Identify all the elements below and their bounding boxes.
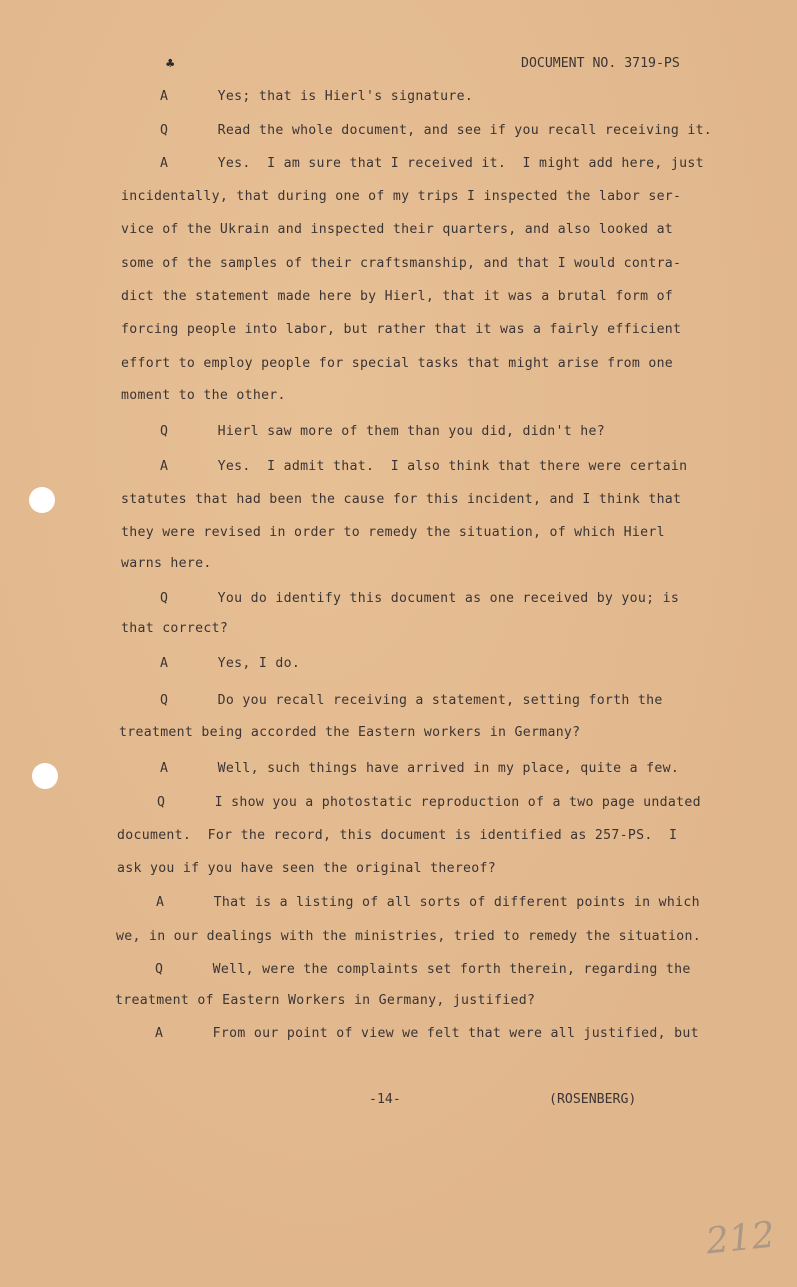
transcript-line: we, in our dealings with the ministries, tried to remedy the situation. — [116, 929, 702, 944]
transcript-line: A Yes. I am sure that I received it. I might add here, just — [160, 156, 704, 171]
transcript-line: A That is a listing of all sorts of different points in which — [156, 895, 700, 910]
transcript-line: Q You do identify this document as one received by you; is — [160, 591, 680, 606]
transcript-line: incidentally, that during one of my trips I inspected the labor ser- — [121, 189, 682, 204]
punch-hole-top — [29, 487, 55, 513]
transcript-line: vice of the Ukrain and inspected their quarters, and also looked at — [121, 222, 674, 237]
transcript-line: warns here. — [121, 556, 212, 571]
transcript-line: A Yes. I admit that. I also think that there were certain — [160, 459, 688, 474]
transcript-line: moment to the other. — [121, 388, 286, 403]
transcript-line: they were revised in order to remedy the situation, of which Hierl — [121, 525, 665, 540]
transcript-line: dict the statement made here by Hierl, that it was a brutal form of — [121, 289, 674, 304]
transcript-line: treatment of Eastern Workers in Germany, justified? — [115, 993, 536, 1008]
witness-name: (ROSENBERG) — [549, 1092, 637, 1107]
handwritten-page-number: 212 — [704, 1214, 777, 1263]
transcript-line: Q I show you a photostatic reproduction of a two page undated — [157, 795, 701, 810]
transcript-line: A Yes; that is Hierl's signature. — [160, 89, 474, 104]
transcript-line: forcing people into labor, but rather that it was a fairly efficient — [121, 322, 682, 337]
transcript-line: ask you if you have seen the original thereof? — [117, 861, 497, 876]
page-number: -14- — [369, 1092, 401, 1107]
transcript-line: Q Hierl saw more of them than you did, didn't he? — [160, 424, 605, 439]
document-number: DOCUMENT NO. 3719-PS — [521, 56, 680, 71]
transcript-line: A Yes, I do. — [160, 656, 301, 671]
transcript-line: that correct? — [121, 621, 229, 636]
transcript-line: Q Read the whole document, and see if you recall receiving it. — [160, 123, 713, 138]
ink-mark: ♣ — [166, 56, 175, 72]
transcript-line: document. For the record, this document is identified as 257-PS. I — [117, 828, 678, 843]
punch-hole-bottom — [32, 763, 58, 789]
transcript-line: Q Well, were the complaints set forth therein, regarding the — [155, 962, 691, 977]
transcript-line: A From our point of view we felt that were all justified, but — [155, 1026, 699, 1041]
transcript-line: effort to employ people for special tasks that might arise from one — [121, 356, 674, 371]
transcript-line: A Well, such things have arrived in my place, quite a few. — [160, 761, 680, 776]
transcript-line: statutes that had been the cause for this incident, and I think that — [121, 492, 682, 507]
transcript-line: some of the samples of their craftsmanship, and that I would contra- — [121, 256, 682, 271]
transcript-line: Q Do you recall receiving a statement, setting forth the — [160, 693, 663, 708]
transcript-line: treatment being accorded the Eastern workers in Germany? — [119, 725, 581, 740]
